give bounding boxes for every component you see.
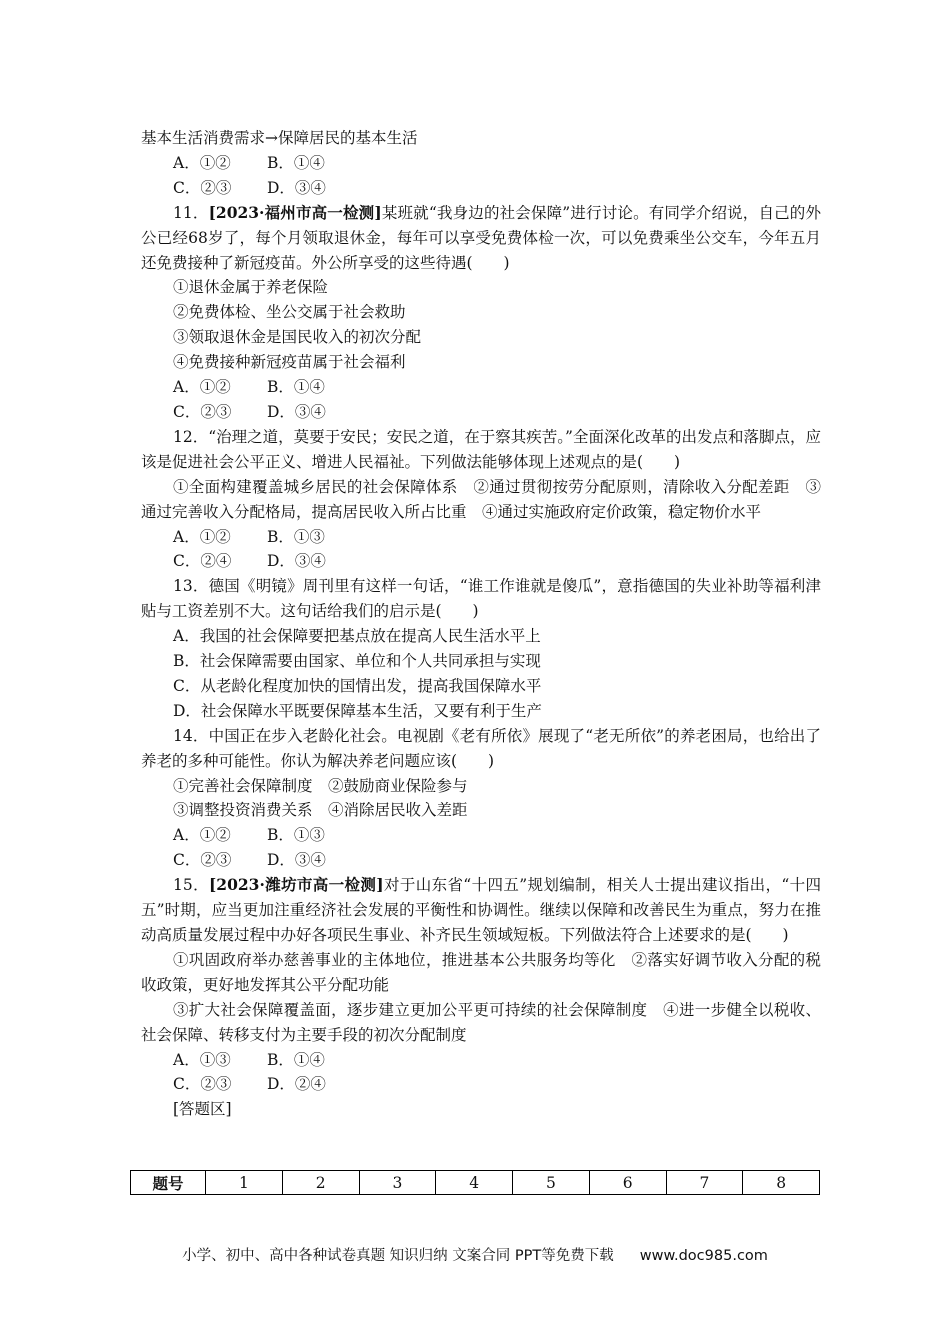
option-b: B．①③ xyxy=(267,826,325,845)
option-b: B．①④ xyxy=(267,378,325,397)
footer-url[interactable]: www.doc985.com xyxy=(639,1248,768,1264)
q11-statement-2: ②免费体检、坐公交属于社会救助 xyxy=(173,303,406,322)
q15-statements-b: ③扩大社会保障覆盖面，逐步建立更加公平更可持续的社会保障制度 ④进一步健全以税收、社会保障、转移支付为主要手段的初次分配制度 xyxy=(141,1000,821,1044)
q11-statement-3: ③领取退休金是国民收入的初次分配 xyxy=(173,328,422,347)
q11-statement-4: ④免费接种新冠疫苗属于社会福利 xyxy=(173,353,406,372)
q13-choice-d: D．社会保障水平既要保障基本生活，又要有利于生产 xyxy=(173,701,542,720)
q10-options-row2 xyxy=(141,176,821,201)
page-footer xyxy=(0,1244,950,1265)
answer-number-cell[interactable]: 1 xyxy=(206,1171,283,1195)
q15-number: 15． xyxy=(173,876,209,895)
option-a: A．①③ xyxy=(173,1050,231,1069)
option-a: A．①② xyxy=(173,826,231,845)
option-d: D．③④ xyxy=(267,552,326,571)
q15-statements-a: ①巩固政府举办慈善事业的主体地位，推进基本公共服务均等化 ②落实好调节收入分配的税收政策，更好地发挥其公平分配功能 xyxy=(141,950,821,994)
option-a: A．①② xyxy=(173,378,231,397)
q12-statements: ①全面构建覆盖城乡居民的社会保障体系 ②通过贯彻按劳分配原则，清除收入分配差距 ③通过完善收入分配格局，提高居民收入所占比重 ④通过实施政府定价政策，稳定物价水平 xyxy=(141,477,821,521)
q11-text: 某班就“我身边的社会保障”进行讨论。有同学介绍说，自己的外公已经68岁了，每个月领取退休金，每年可以享受免费体检一次，可以免费乘坐公交车，今年五月还免费接种了新冠疫苗。外公所享受的这些待遇( ) xyxy=(141,203,821,272)
answer-number-cell[interactable]: 8 xyxy=(743,1171,820,1195)
option-c: C．②④ xyxy=(173,552,232,571)
option-c: C．②③ xyxy=(173,178,232,197)
q14-options-row1 xyxy=(141,823,821,848)
q15-options-row2 xyxy=(141,1072,821,1097)
option-b: B．①③ xyxy=(267,527,325,546)
q14-statements-1: ①完善社会保障制度 ②鼓励商业保险参与 xyxy=(173,776,468,795)
option-d: D．②④ xyxy=(267,1075,326,1094)
option-d: D．③④ xyxy=(267,402,326,421)
q14-options-row2 xyxy=(141,848,821,873)
footer-text: 小学、初中、高中各种试卷真题 知识归纳 文案合同 PPT等免费下载 xyxy=(182,1248,614,1264)
q14-statements-2: ③调整投资消费关系 ④消除居民收入差距 xyxy=(173,801,468,820)
q12-options-row2 xyxy=(141,549,821,574)
q11-statement-1: ①退休金属于养老保险 xyxy=(173,278,329,297)
q13-choice-a: A．我国的社会保障要把基点放在提高人民生活水平上 xyxy=(173,627,541,646)
q13-choice-c: C．从老龄化程度加快的国情出发，提高我国保障水平 xyxy=(173,676,542,695)
option-a: A．①② xyxy=(173,527,231,546)
option-b: B．①④ xyxy=(267,153,325,172)
option-c: C．②③ xyxy=(173,402,232,421)
q15-source: [2023·潍坊市高一检测] xyxy=(208,875,384,895)
option-d: D．③④ xyxy=(267,851,326,870)
q10-options-row1 xyxy=(141,151,821,176)
q15-options-row1 xyxy=(141,1048,821,1073)
option-a: A．①② xyxy=(173,153,231,172)
option-b: B．①④ xyxy=(267,1050,325,1069)
q12-stem: 12．“治理之道，莫要于安民；安民之道，在于察其疾苦。”全面深化改革的出发点和落脚点，应该是促进社会公平正义、增进人民福祉。下列做法能够体现上述观点的是( ) xyxy=(141,427,821,471)
answer-table-row xyxy=(131,1171,820,1195)
answer-number-cell[interactable]: 2 xyxy=(282,1171,359,1195)
option-d: D．③④ xyxy=(267,178,326,197)
q11-source: [2023·福州市高一检测] xyxy=(208,202,382,222)
answer-number-cell[interactable]: 7 xyxy=(666,1171,743,1195)
document-body xyxy=(141,126,821,1122)
answer-area-label: [答题区] xyxy=(173,1100,232,1119)
q15-stem xyxy=(141,873,821,948)
q12-options-row1 xyxy=(141,525,821,550)
q11-stem xyxy=(141,201,821,276)
intro-line: 基本生活消费需求→保障居民的基本生活 xyxy=(141,129,418,147)
option-c: C．②③ xyxy=(173,851,232,870)
answer-number-cell[interactable]: 5 xyxy=(513,1171,590,1195)
q13-stem: 13．德国《明镜》周刊里有这样一句话，“谁工作谁就是傻瓜”，意指德国的失业补助等福利津贴与工资差别不大。这句话给我们的启示是( ) xyxy=(141,577,821,621)
q14-stem: 14．中国正在步入老龄化社会。电视剧《老有所依》展现了“老无所依”的养老困局，也给出了养老的多种可能性。你认为解决养老问题应该( ) xyxy=(141,726,821,770)
option-c: C．②③ xyxy=(173,1075,232,1094)
answer-header-cell: 题号 xyxy=(131,1171,206,1195)
answer-number-cell[interactable]: 4 xyxy=(436,1171,513,1195)
q11-options-row1 xyxy=(141,375,821,400)
q11-number: 11． xyxy=(173,203,209,222)
answer-table xyxy=(130,1170,820,1195)
q13-choice-b: B．社会保障需要由国家、单位和个人共同承担与实现 xyxy=(173,652,541,671)
q11-options-row2 xyxy=(141,400,821,425)
q15-text: 对于山东省“十四五”规划编制，相关人士提出建议指出，“十四五”时期，应当更加注重经济社会发展的平衡性和协调性。继续以保障和改善民生为重点，努力在推动高质量发展过程中办好各项民生事业、补齐民生领域短板。下列做法符合上述要求的是( ) xyxy=(141,876,821,944)
answer-number-cell[interactable]: 3 xyxy=(359,1171,436,1195)
answer-number-cell[interactable]: 6 xyxy=(589,1171,666,1195)
